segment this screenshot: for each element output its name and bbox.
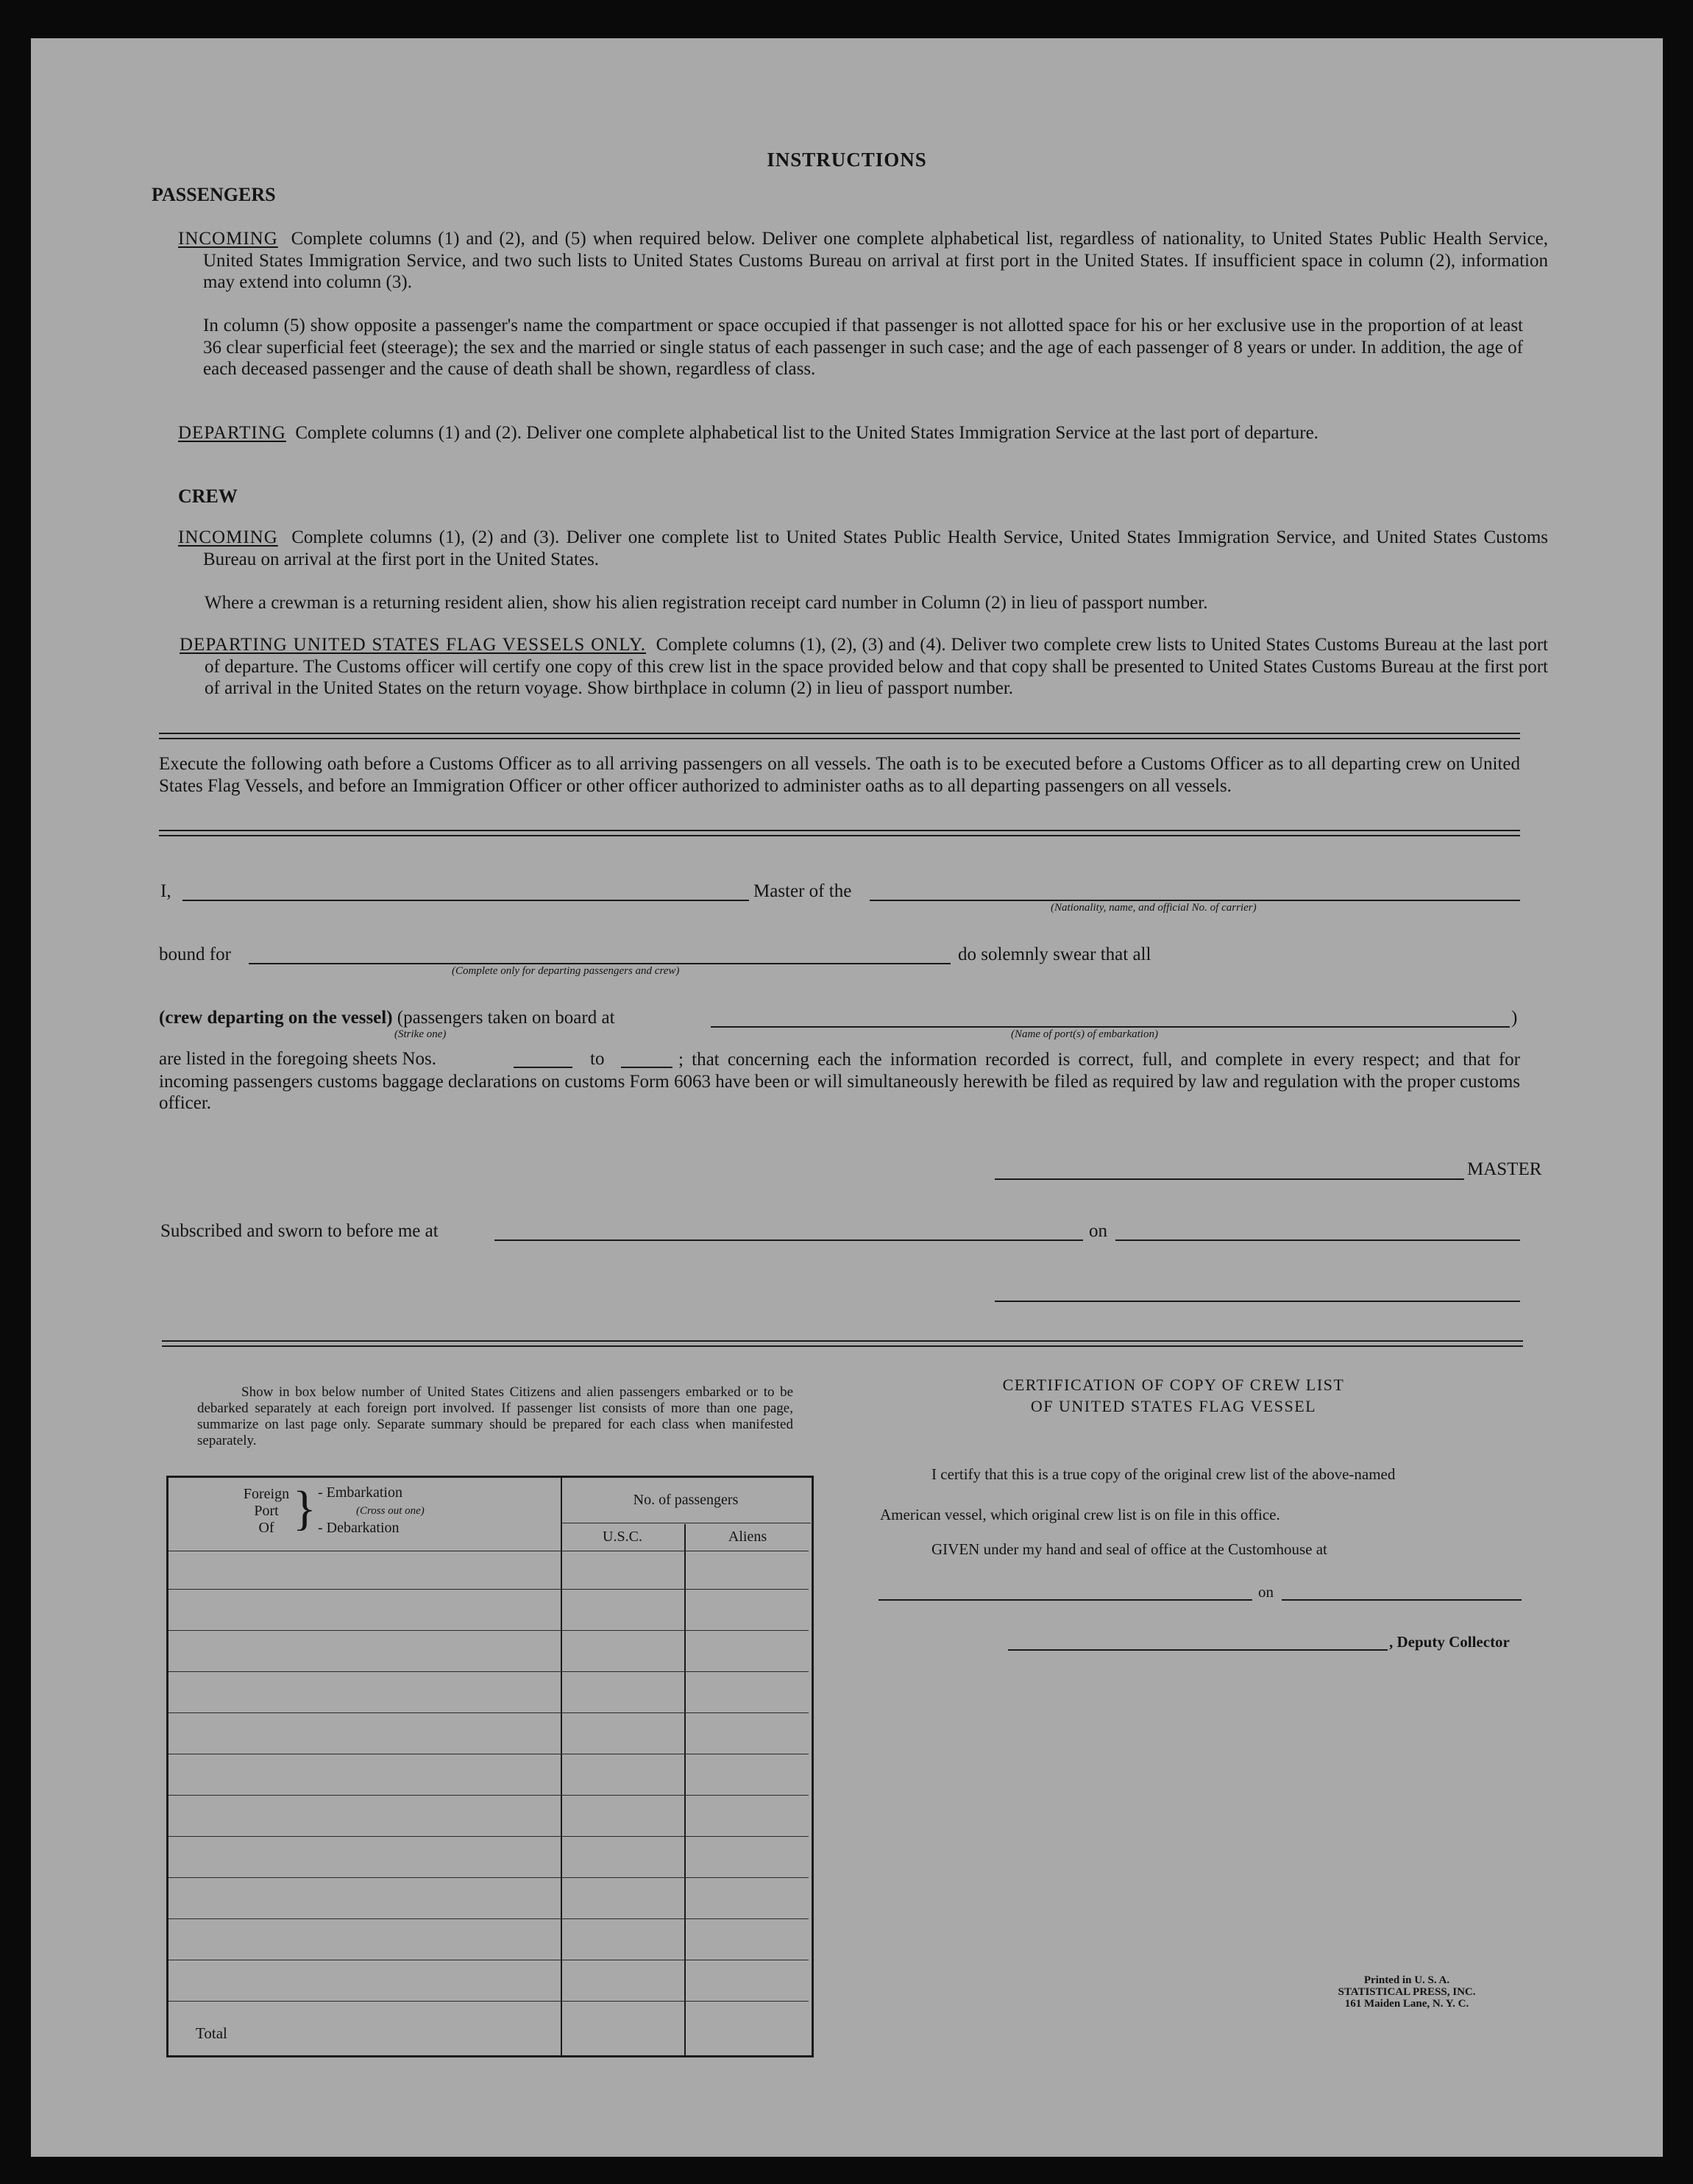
passengers-departing-text: Complete columns (1) and (2). Deliver one complete alphabetical list to the United States Immigration Service at the last port of departure. xyxy=(295,423,1318,443)
carrier-caption: (Nationality, name, and official No. of carrier) xyxy=(1051,902,1257,914)
master-of-label: Master of the xyxy=(753,881,852,901)
crew-departing-option: (crew departing on the vessel) xyxy=(159,1008,393,1028)
printer-imprint xyxy=(1296,1974,1517,2010)
debarkation-label: - Debarkation xyxy=(318,1520,400,1536)
deputy-collector-label: , Deputy Collector xyxy=(1389,1633,1510,1651)
table-column-divider xyxy=(561,1478,562,2055)
table-row[interactable] xyxy=(168,1712,809,1713)
summary-instruction: Show in box below number of United States Citizens and alien passengers embarked or to be debarked separately at each foreign port involved. If passenger list consists of more than one page, summarize on last page only. Separate summary should be prepared for each class when manifested separately. xyxy=(197,1384,793,1448)
certification-title-line2: OF UNITED STATES FLAG VESSEL xyxy=(1030,1397,1317,1415)
table-row[interactable] xyxy=(168,1877,809,1878)
oath-instruction: Execute the following oath before a Customs Officer as to all arriving passengers on all vessels. The oath is to be executed before a Customs Officer as to all departing crew on United States Flag Vessels, and before an Immigration Officer or other officer authorized to administer oaths as to all departing passengers on all vessels. xyxy=(159,754,1520,796)
deputy-collector-signature-field[interactable] xyxy=(1008,1649,1388,1651)
section-divider xyxy=(162,1340,1523,1347)
usc-header: U.S.C. xyxy=(603,1529,642,1545)
oath-statement: ; that concerning each the information recorded is correct, full, and complete in every respect; and that for incoming passengers customs baggage declarations on customs Form 6063 have been or will simultaneously herewith be filed as required by law and regulation with the proper customs officer. xyxy=(159,1050,1520,1113)
table-row[interactable] xyxy=(168,1671,809,1672)
crew-incoming-label: INCOMING xyxy=(178,527,278,547)
foreign-port-of-header xyxy=(237,1486,296,1537)
printer-line2: STATISTICAL PRESS, INC. xyxy=(1338,1986,1476,1998)
sheets-label: are listed in the foregoing sheets Nos. xyxy=(159,1049,436,1069)
table-row[interactable] xyxy=(168,1836,809,1837)
master-label: MASTER xyxy=(1467,1159,1542,1179)
sworn-on-label: on xyxy=(1089,1221,1107,1241)
section-divider xyxy=(159,733,1520,739)
section-divider xyxy=(159,830,1520,836)
customhouse-place-field[interactable] xyxy=(879,1599,1252,1601)
foreign-label: Foreign xyxy=(243,1486,290,1502)
subscribed-label: Subscribed and sworn to before me at xyxy=(160,1221,439,1241)
swear-label: do solemnly swear that all xyxy=(958,945,1151,964)
bound-for-caption: (Complete only for departing passengers and crew) xyxy=(452,965,680,977)
oath-i-label: I, xyxy=(160,881,171,901)
table-row[interactable] xyxy=(168,1918,809,1919)
port-label: Port xyxy=(254,1503,279,1519)
passengers-departing-instruction xyxy=(178,422,1548,444)
form-page xyxy=(31,38,1663,2157)
crew-departing-instruction xyxy=(180,634,1548,700)
instructions-title: INSTRUCTIONS xyxy=(767,149,927,171)
bound-for-field[interactable] xyxy=(249,963,951,964)
no-of-passengers-header: No. of passengers xyxy=(633,1492,739,1508)
crew-departing-label: DEPARTING UNITED STATES FLAG VESSELS ONLY. xyxy=(180,635,647,655)
passengers-incoming-instruction xyxy=(178,228,1548,294)
certify-line1: I certify that this is a true copy of the original crew list of the above-named xyxy=(931,1465,1396,1483)
master-signature-field[interactable] xyxy=(995,1178,1464,1180)
table-row[interactable] xyxy=(168,1630,809,1631)
passenger-summary-table xyxy=(166,1476,814,2057)
crew-resident-text: Where a crewman is a returning resident alien, show his alien registration receipt card number in Column (2) in lieu of passport number. xyxy=(205,593,1208,613)
certification-title xyxy=(867,1374,1480,1417)
close-paren: ) xyxy=(1511,1008,1518,1028)
passengers-incoming-label: INCOMING xyxy=(178,229,278,249)
table-column-divider xyxy=(684,1524,686,2055)
crew-departing-text: Complete columns (1), (2), (3) and (4). Deliver two complete crew lists to United States Customs Bureau at the last port of departure. The Customs officer will certify one copy of this crew list in the space provided below and that copy shall be presented to United States Customs Bureau at the first port of arrival in the United States on the return voyage. Show birthplace in column (2) in lieu of passport number. xyxy=(205,635,1548,698)
sworn-date-field[interactable] xyxy=(1115,1239,1520,1241)
certify-line2: American vessel, which original crew list is on file in this office. xyxy=(880,1506,1280,1523)
officer-signature-field[interactable] xyxy=(995,1301,1520,1302)
certification-date-field[interactable] xyxy=(1282,1599,1522,1601)
carrier-field[interactable] xyxy=(870,900,1520,901)
passengers-incoming-text: Complete columns (1) and (2), and (5) when required below. Deliver one complete alphabetical list, regardless of nationality, to United States Public Health Service, United States Immigration Service, and two such lists to United States Customs Bureau on arrival at first port in the United States. If insufficient space in column (2), information may extend into column (3). xyxy=(203,229,1549,292)
passengers-heading: PASSENGERS xyxy=(152,184,276,205)
sworn-place-field[interactable] xyxy=(494,1239,1083,1241)
embarkation-label: - Embarkation xyxy=(318,1484,402,1501)
printer-line1: Printed in U. S. A. xyxy=(1363,1974,1450,1986)
crew-incoming-text: Complete columns (1), (2) and (3). Deliver one complete list to United States Public Health Service, United States Immigration Service, and United States Customs Bureau on arrival at the first port in the United States. xyxy=(203,527,1549,569)
table-row[interactable] xyxy=(168,2001,809,2002)
total-label: Total xyxy=(196,2024,227,2042)
table-row[interactable] xyxy=(168,1589,809,1590)
of-label: Of xyxy=(258,1520,274,1536)
strike-caption: (Strike one) xyxy=(394,1028,447,1040)
passengers-taken-option: (passengers taken on board at xyxy=(397,1008,615,1028)
crew-incoming-instruction xyxy=(178,527,1548,570)
crew-heading: CREW xyxy=(178,485,238,507)
cross-out-caption: (Cross out one) xyxy=(356,1505,425,1517)
ports-caption: (Name of port(s) of embarkation) xyxy=(1011,1028,1158,1040)
passengers-departing-label: DEPARTING xyxy=(178,423,286,443)
embarkation-ports-field[interactable] xyxy=(711,1026,1510,1028)
table-row[interactable] xyxy=(168,1795,809,1796)
aliens-header: Aliens xyxy=(728,1529,767,1545)
certification-title-line1: CERTIFICATION OF COPY OF CREW LIST xyxy=(1002,1376,1345,1394)
printer-line3: 161 Maiden Lane, N. Y. C. xyxy=(1344,1998,1469,2010)
passengers-column5-text: In column (5) show opposite a passenger's name the compartment or space occupied if that passenger is not allotted space for his or her exclusive use in the proportion of at least 36 clear superficial feet (steerage); the sex and the married or single status of each passenger in such case; and the age of each passenger of 8 years or under. In addition, the age of each deceased passenger and the cause of death shall be shown, regardless of class. xyxy=(203,316,1523,379)
oath-crew-passengers-line xyxy=(159,1008,615,1028)
master-name-field[interactable] xyxy=(182,900,749,901)
brace-icon: } xyxy=(293,1482,316,1535)
to-label: to xyxy=(590,1049,605,1069)
given-line: GIVEN under my hand and seal of office at the Customhouse at xyxy=(931,1540,1327,1558)
certification-on-label: on xyxy=(1258,1583,1274,1601)
bound-for-label: bound for xyxy=(159,945,231,964)
